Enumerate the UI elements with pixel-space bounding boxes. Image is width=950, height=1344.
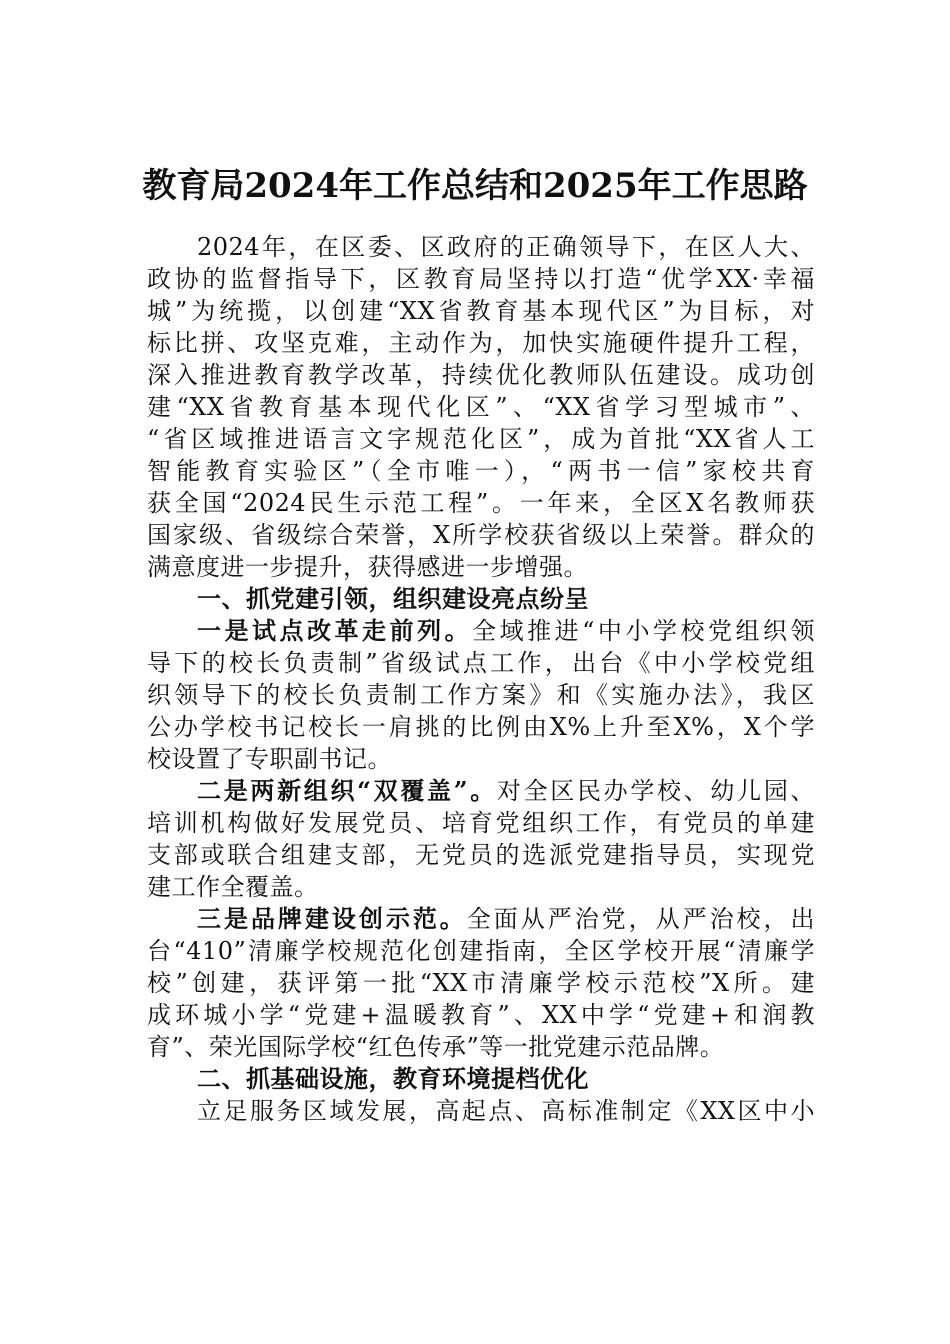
paragraph-line: 获全国“2024民生示范工程”。一年来，全区X名教师获 <box>147 489 815 517</box>
paragraph-line <box>147 615 815 647</box>
document-body <box>147 231 815 1127</box>
paragraph-line: “省区域推进语言文字规范化区”，成为首批“XX省人工 <box>147 425 815 453</box>
document-title: 教育局2024年工作总结和2025年工作思路 <box>142 166 808 206</box>
paragraph-line: 培训机构做好发展党员、培育党组织工作，有党员的单建 <box>147 809 815 837</box>
paragraph-line: 国家级、省级综合荣誉，X所学校获省级以上荣誉。群众的 <box>147 521 815 549</box>
paragraph-line: 支部或联合组建支部，无党员的选派党建指导员，实现党 <box>147 841 815 869</box>
paragraph-text: 对全区民办学校、幼儿园、 <box>496 777 816 805</box>
paragraph-line: 2024年，在区委、区政府的正确领导下，在区人大、 <box>197 233 815 261</box>
paragraph-line: 台“410”清廉学校规范化创建指南，全区学校开展“清廉学 <box>147 937 815 965</box>
paragraph-line: 智能教育实验区”（全市唯一），“两书一信”家校共育 <box>147 457 815 485</box>
paragraph-line: 育”、荣光国际学校“红色传承”等一批党建示范品牌。 <box>147 1033 725 1061</box>
section-heading: 一、抓党建引领，组织建设亮点纷呈 <box>197 585 589 613</box>
paragraph-line: 校设置了专职副书记。 <box>147 745 392 773</box>
paragraph-line: 校”创建，获评第一批“XX市清廉学校示范校”X所。建 <box>147 969 815 997</box>
paragraph-line: 导下的校长负责制”省级试点工作，出台《中小学校党组 <box>147 649 815 677</box>
paragraph-line <box>147 775 815 807</box>
paragraph-line <box>147 903 815 935</box>
paragraph-text: 全面从严治党，从严治校，出 <box>466 905 816 933</box>
paragraph-line: 标比拼、攻坚克难，主动作为，加快实施硬件提升工程， <box>147 329 815 357</box>
paragraph-text: 全域推进“中小学校党组织领 <box>472 617 815 645</box>
paragraph-line: 城”为统揽，以创建“XX省教育基本现代区”为目标，对 <box>147 297 815 325</box>
paragraph-line: 成环城小学“党建+温暖教育”、XX中学“党建+和润教 <box>147 1001 815 1029</box>
paragraph-line: 深入推进教育教学改革，持续优化教师队伍建设。成功创 <box>147 361 815 389</box>
paragraph-line: 建“XX省教育基本现代化区”、“XX省学习型城市”、 <box>147 393 815 421</box>
paragraph-line: 政协的监督指导下，区教育局坚持以打造“优学XX·幸福 <box>147 265 815 293</box>
paragraph-lead: 三是品牌建设创示范。 <box>197 904 467 933</box>
paragraph-line: 建工作全覆盖。 <box>147 873 319 901</box>
paragraph-line: 立足服务区域发展，高起点、高标准制定《XX区中小 <box>197 1097 815 1125</box>
paragraph-lead: 二是两新组织“双覆盖”。 <box>197 776 497 805</box>
paragraph-lead: 一是试点改革走前列。 <box>197 616 473 645</box>
section-heading: 二、抓基础设施，教育环境提档优化 <box>197 1065 589 1093</box>
paragraph-line: 满意度进一步提升，获得感进一步增强。 <box>147 553 588 581</box>
paragraph-line: 织领导下的校长负责制工作方案》和《实施办法》，我区 <box>147 681 815 709</box>
paragraph-line: 公办学校书记校长一肩挑的比例由X%上升至X%，X个学 <box>147 713 815 741</box>
